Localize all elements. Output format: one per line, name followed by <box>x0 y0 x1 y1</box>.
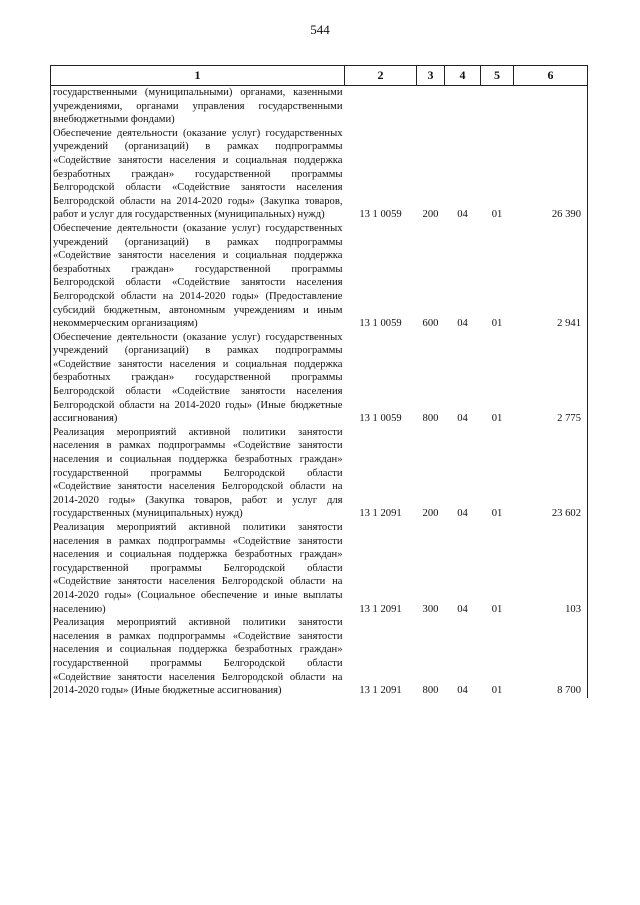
column-header-3: 3 <box>417 66 445 86</box>
table-row <box>51 331 588 426</box>
expense-type-code: 800 <box>422 685 439 697</box>
column-header-1: 1 <box>51 66 345 86</box>
expense-type-code: 800 <box>422 413 439 425</box>
table-row <box>51 127 588 222</box>
target-article-code: 13 1 0059 <box>359 209 402 221</box>
expense-type-code: 600 <box>422 318 439 330</box>
row-description: Обеспечение деятельности (оказание услуг) государственных учреждений (организаций) в рамках подпрограммы «Содействие занятости населения и социальная поддержка безработных граждан» государственной программы Белгородской области «Содействие занятости населения Белгородской области на 2014-2020 годы» (Закупка товаров, работ и услуг для государственных (муниципальных) нужд) <box>51 127 345 222</box>
table-row <box>51 86 588 127</box>
subsection-code: 01 <box>491 413 503 425</box>
table-row <box>51 616 588 698</box>
budget-table <box>50 65 588 698</box>
expense-type-code: 200 <box>422 508 439 520</box>
target-article-code: 13 1 2091 <box>359 508 402 520</box>
target-article-code <box>345 86 417 127</box>
section-code: 04 <box>457 413 468 425</box>
amount: 103 <box>514 521 588 616</box>
target-article-code: 13 1 0059 <box>359 413 402 425</box>
subsection-code: 01 <box>491 209 503 221</box>
target-article-code: 13 1 0059 <box>359 318 402 330</box>
subsection-code: 01 <box>491 603 503 615</box>
table-row <box>51 521 588 616</box>
column-header-2: 2 <box>345 66 417 86</box>
row-description: Реализация мероприятий активной политики занятости населения в рамках подпрограммы «Содействие занятости населения и социальная поддержка безработных граждан» государственной программы Белгородской области «Содействие занятости населения Белгородской области на 2014-2020 годы» (Иные бюджетные ассигнования) <box>51 616 345 698</box>
target-article-code: 13 1 2091 <box>359 603 402 615</box>
subsection-code <box>481 86 514 127</box>
row-description: государственными (муниципальными) органами, казенными учреждениями, органами управления государственными внебюджетными фондами) <box>51 86 345 127</box>
row-description: Обеспечение деятельности (оказание услуг) государственных учреждений (организаций) в рамках подпрограммы «Содействие занятости населения и социальная поддержка безработных граждан» государственной программы Белгородской области «Содействие занятости населения Белгородской области на 2014-2020 годы» (Иные бюджетные ассигнования) <box>51 331 345 426</box>
amount: 2 775 <box>514 331 588 426</box>
row-description: Обеспечение деятельности (оказание услуг) государственных учреждений (организаций) в рамках подпрограммы «Содействие занятости населения и социальная поддержка безработных граждан» государственной программы Белгородской области «Содействие занятости населения Белгородской области на 2014-2020 годы» (Предоставление субсидий бюджетным, автономным учреждениям и иным некоммерческим организациям) <box>51 222 345 331</box>
subsection-code: 01 <box>491 508 503 520</box>
table-row <box>51 426 588 521</box>
column-header-5: 5 <box>481 66 514 86</box>
expense-type-code: 300 <box>422 603 439 615</box>
target-article-code: 13 1 2091 <box>359 685 402 697</box>
expense-type-code <box>417 86 445 127</box>
table-row <box>51 222 588 331</box>
subsection-code: 01 <box>491 318 503 330</box>
amount: 8 700 <box>514 616 588 698</box>
section-code: 04 <box>457 209 468 221</box>
row-description: Реализация мероприятий активной политики занятости населения в рамках подпрограммы «Содействие занятости населения и социальная поддержка безработных граждан» государственной программы Белгородской области «Содействие занятости населения Белгородской области на 2014-2020 годы» (Закупка товаров, работ и услуг для государственных (муниципальных) нужд) <box>51 426 345 521</box>
column-header-4: 4 <box>445 66 481 86</box>
expense-type-code: 200 <box>422 209 439 221</box>
column-header-6: 6 <box>514 66 588 86</box>
section-code: 04 <box>457 603 468 615</box>
amount <box>514 86 588 127</box>
row-description: Реализация мероприятий активной политики занятости населения в рамках подпрограммы «Содействие занятости населения и социальная поддержка безработных граждан» государственной программы Белгородской области «Содействие занятости населения Белгородской области на 2014-2020 годы» (Социальное обеспечение и иные выплаты населению) <box>51 521 345 616</box>
amount: 26 390 <box>514 127 588 222</box>
section-code: 04 <box>457 318 468 330</box>
section-code: 04 <box>457 685 468 697</box>
amount: 23 602 <box>514 426 588 521</box>
subsection-code: 01 <box>491 685 503 697</box>
section-code: 04 <box>457 508 468 520</box>
amount: 2 941 <box>514 222 588 331</box>
page-number: 544 <box>310 22 330 37</box>
section-code <box>445 86 481 127</box>
table-header-row <box>51 66 588 86</box>
